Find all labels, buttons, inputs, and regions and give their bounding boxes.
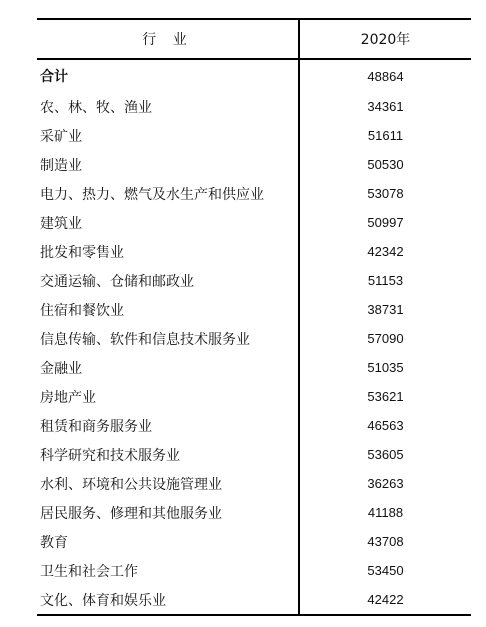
- table-row: [37, 266, 471, 295]
- table-row: [37, 237, 471, 266]
- industry-name-cell: 批发和零售业: [37, 237, 299, 266]
- table-row: [37, 469, 471, 498]
- industry-name-cell: 合计: [37, 59, 299, 92]
- industry-name-cell: 住宿和餐饮业: [37, 295, 299, 324]
- industry-name-cell: 水利、环境和公共设施管理业: [37, 469, 299, 498]
- wage-value-cell: 51035: [367, 360, 404, 375]
- industry-name-cell: 采矿业: [37, 121, 299, 150]
- wage-value-cell: 38731: [367, 302, 404, 317]
- wage-value-cell: 43708: [367, 534, 404, 549]
- wage-value-cell: 36263: [367, 476, 404, 491]
- table-row: [37, 121, 471, 150]
- total-row: [37, 59, 471, 92]
- industry-name-cell: 制造业: [37, 150, 299, 179]
- table-row: [37, 353, 471, 382]
- industry-name-cell: 信息传输、软件和信息技术服务业: [37, 324, 299, 353]
- industry-name-cell: 电力、热力、燃气及水生产和供应业: [37, 179, 299, 208]
- table-row: [37, 556, 471, 585]
- industry-name-cell: 金融业: [37, 353, 299, 382]
- header-row: [37, 19, 471, 59]
- table-header: [37, 19, 471, 59]
- industry-name-cell: 教育: [37, 527, 299, 556]
- wage-value-cell: 50997: [367, 215, 404, 230]
- table-row: [37, 498, 471, 527]
- industry-name-cell: 文化、体育和娱乐业: [37, 585, 299, 615]
- header-industry: 行 业: [37, 19, 299, 59]
- table-row: [37, 295, 471, 324]
- wage-value-cell: 50530: [367, 157, 404, 172]
- wage-value-cell: 42342: [367, 244, 404, 259]
- wage-value-cell: 51153: [367, 273, 404, 288]
- wage-value-cell: 57090: [367, 331, 404, 346]
- table-row: [37, 382, 471, 411]
- header-year: 2020年: [299, 19, 471, 59]
- industry-name-cell: 科学研究和技术服务业: [37, 440, 299, 469]
- industry-name-cell: 居民服务、修理和其他服务业: [37, 498, 299, 527]
- industry-name-cell: 租赁和商务服务业: [37, 411, 299, 440]
- wage-table-container: [37, 18, 471, 616]
- table-row: [37, 585, 471, 615]
- industry-name-cell: 交通运输、仓储和邮政业: [37, 266, 299, 295]
- table-row: [37, 150, 471, 179]
- table-row: [37, 440, 471, 469]
- industry-wage-table: [37, 18, 471, 616]
- wage-value-cell: 42422: [299, 585, 471, 615]
- wage-value-cell: 53605: [367, 447, 404, 462]
- industry-name-cell: 房地产业: [37, 382, 299, 411]
- table-row: [37, 324, 471, 353]
- wage-value-cell: 41188: [367, 505, 404, 520]
- wage-value-cell: 34361: [367, 99, 404, 114]
- industry-name-cell: 卫生和社会工作: [37, 556, 299, 585]
- wage-value-cell: 46563: [367, 418, 404, 433]
- table-row: [37, 411, 471, 440]
- table-row: [37, 179, 471, 208]
- wage-value-cell: 51611: [367, 128, 404, 143]
- wage-value-cell: 53450: [367, 563, 404, 578]
- table-row: [37, 208, 471, 237]
- wage-value-cell: 53621: [367, 389, 404, 404]
- table-row: [37, 92, 471, 121]
- table-body: [37, 59, 471, 615]
- industry-name-cell: 农、林、牧、渔业: [37, 92, 299, 121]
- industry-name-cell: 建筑业: [37, 208, 299, 237]
- wage-value-cell: 53078: [367, 186, 404, 201]
- table-row: [37, 527, 471, 556]
- wage-value-cell: 48864: [367, 68, 404, 84]
